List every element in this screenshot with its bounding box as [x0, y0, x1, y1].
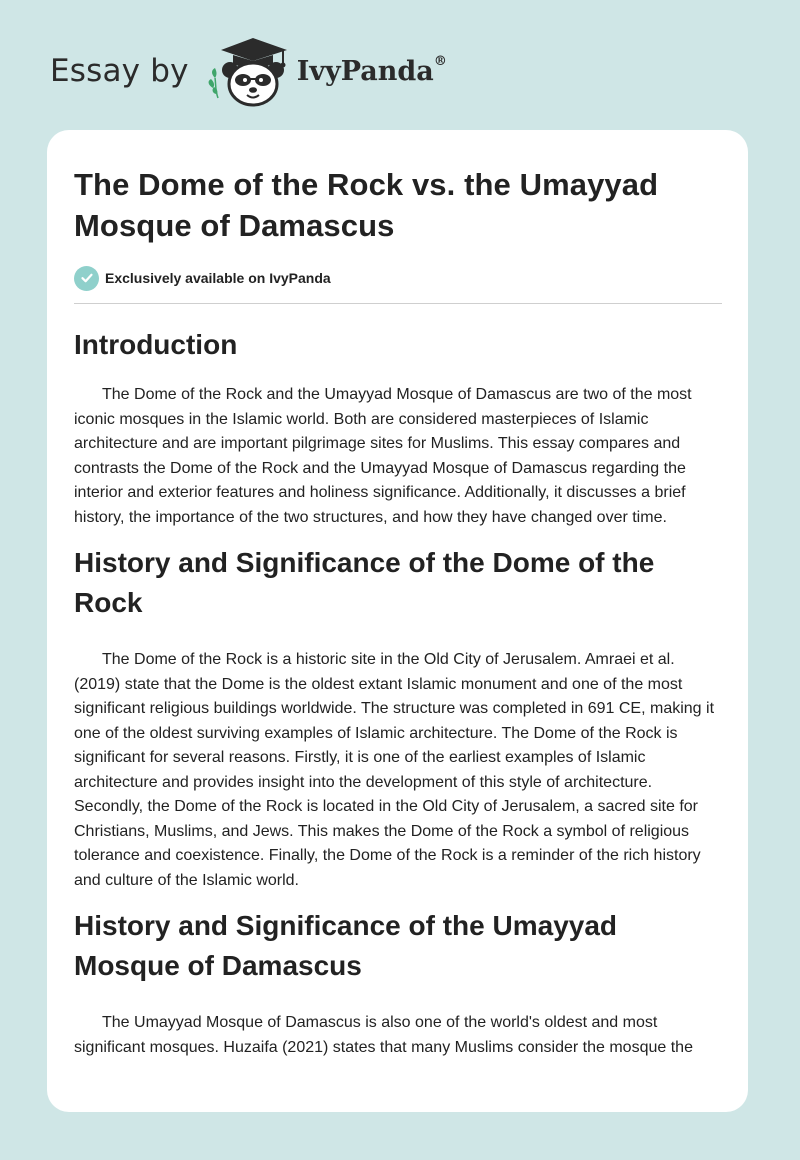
section-heading-dome-of-the-rock: History and Significance of the Dome of the Rock	[74, 547, 655, 618]
section-paragraph-introduction: The Dome of the Rock and the Umayyad Mosque of Damascus are two of the most iconic mosques in the Islamic world. Both are considered masterpieces of Islamic architecture and are important pilgrimage sites for Muslims. This essay compares and contrasts the Dome of the Rock and the Umayyad Mosque of Damascus regarding the interior and exterior features and holiness significance. Additionally, it discusses a brief history, the importance of the two structures, and how they have changed over time.	[74, 386, 692, 526]
essay-card	[47, 130, 748, 1112]
divider	[74, 303, 722, 304]
essay-title: The Dome of the Rock vs. the Umayyad Mosque of Damascus	[74, 167, 659, 243]
section-paragraph-umayyad-mosque: The Umayyad Mosque of Damascus is also one of the world's oldest and most significant mosques. Huzaifa (2021) states that many Muslims consider the mosque the	[74, 1014, 693, 1056]
check-circle-icon	[74, 266, 99, 291]
section-heading-umayyad-mosque: History and Significance of the Umayyad Mosque of Damascus	[74, 910, 618, 981]
brand-header[interactable]	[50, 34, 447, 108]
registered-mark: ®	[433, 53, 447, 69]
brand-name: IvyPanda®	[296, 53, 447, 87]
panda-logo-icon	[203, 34, 293, 108]
section-paragraph-dome-of-the-rock: The Dome of the Rock is a historic site in the Old City of Jerusalem. Amraei et al. (2019) state that the Dome is the oldest extant Islamic monument and one of the most significant religious buildings worldwide. The structure was completed in 691 CE, making it one of the oldest surviving examples of Islamic architecture. The Dome of the Rock is significant for several reasons. Firstly, it is one of the earliest examples of Islamic architecture and provides insight into the development of this style of architecture. Secondly, the Dome of the Rock is located in the Old City of Jerusalem, a sacred site for Christians, Muslims, and Jews. This makes the Dome of the Rock a symbol of religious tolerance and coexistence. Finally, the Dome of the Rock is a reminder of the rich history and culture of the Islamic world.	[74, 651, 715, 889]
brand-prefix: Essay by	[50, 53, 189, 89]
exclusive-badge	[74, 265, 722, 291]
badge-text: Exclusively available on IvyPanda	[105, 270, 331, 286]
section-heading-introduction: Introduction	[74, 329, 238, 360]
